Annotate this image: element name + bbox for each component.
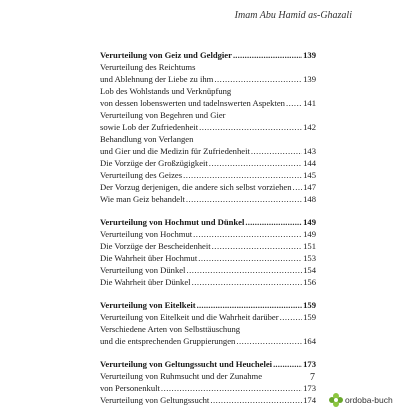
toc-leader-dots <box>293 181 303 193</box>
toc-page-number: 174 <box>303 395 316 405</box>
toc-leader-dots <box>212 240 302 252</box>
toc-entry <box>100 252 316 264</box>
toc-leader-dots <box>286 97 302 109</box>
toc-leader-dots <box>183 169 302 181</box>
toc-entry <box>100 193 316 205</box>
toc-entry <box>100 97 316 109</box>
toc-page-number: 148 <box>303 194 316 204</box>
page-number: 7 <box>310 372 315 383</box>
toc-entry <box>100 311 316 323</box>
toc-page-number: 147 <box>303 182 316 192</box>
toc-entry-title: Verurteilung des Geizes <box>100 170 183 180</box>
toc-entry-line: Verurteilung von Ruhmsucht und der Zunahme <box>100 371 263 381</box>
toc-leader-dots <box>233 49 302 61</box>
toc-page-number: 151 <box>303 241 316 251</box>
toc-section-heading <box>100 216 316 228</box>
toc-page-number: 156 <box>303 277 316 287</box>
toc-entry-title: Die Vorzüge der Bescheidenheit <box>100 241 211 251</box>
toc-section <box>100 299 316 347</box>
toc-page-number: 153 <box>303 253 316 263</box>
toc-page-number: 143 <box>303 146 316 156</box>
toc-leader-dots <box>245 216 302 228</box>
toc-page-number: 173 <box>303 383 316 393</box>
toc-section-heading <box>100 358 316 370</box>
toc-entry-line: Verschiedene Arten von Selbsttäuschung <box>100 324 241 334</box>
toc-section-heading <box>100 299 316 311</box>
toc-entry-title: von Personenkult <box>100 383 160 393</box>
toc-entry-title: Verurteilung von Hochmut und Dünkel <box>100 217 245 227</box>
toc-entry <box>100 335 316 347</box>
toc-leader-dots <box>273 358 302 370</box>
toc-leader-dots <box>209 157 302 169</box>
toc-entry <box>100 157 316 169</box>
toc-entry-title: Die Vorzüge der Großzügigkeit <box>100 158 208 168</box>
toc-entry-title: Verurteilung von Eitelkeit und die Wahrheit darüber <box>100 312 279 322</box>
toc-page-number: 142 <box>303 122 316 132</box>
toc-leader-dots <box>192 276 303 288</box>
toc-leader-dots <box>161 382 302 394</box>
toc-entry-title: Verurteilung von Eitelkeit <box>100 300 196 310</box>
toc-entry-title: und die entsprechenden Gruppierungen <box>100 336 236 346</box>
toc-entry-title: Verurteilung von Geiz und Geldgier <box>100 50 232 60</box>
toc-entry-title: Wie man Geiz behandelt <box>100 194 185 204</box>
toc-entry-line: Verurteilung von Begehren und Gier <box>100 110 226 120</box>
toc-entry <box>100 121 316 133</box>
toc-entry <box>100 181 316 193</box>
toc-leader-dots <box>214 73 302 85</box>
toc-entry-title: Verurteilung von Geltungssucht und Heuchelei <box>100 359 273 369</box>
toc-section <box>100 216 316 288</box>
running-head: Imam Abu Hamid as-Ghazali <box>234 10 352 21</box>
toc-leader-dots <box>210 394 302 406</box>
toc-section <box>100 49 316 205</box>
toc-leader-dots <box>186 193 302 205</box>
toc-entry <box>100 264 316 276</box>
toc-leader-dots <box>198 252 302 264</box>
toc-leader-dots <box>199 121 302 133</box>
toc-leader-dots <box>186 264 302 276</box>
toc-leader-dots <box>236 335 302 347</box>
toc-leader-dots <box>280 311 303 323</box>
toc-entry <box>100 169 316 181</box>
table-of-contents <box>100 49 316 417</box>
toc-entry-title: sowie Lob der Zufriedenheit <box>100 122 199 132</box>
toc-entry <box>100 276 316 288</box>
toc-entry-line: Verurteilung des Reichtums <box>100 62 196 72</box>
toc-page-number: 154 <box>303 265 316 275</box>
toc-entry-title: Verurteilung von Dünkel <box>100 265 186 275</box>
toc-entry <box>100 394 316 406</box>
toc-leader-dots <box>251 145 302 157</box>
toc-page-number: 173 <box>303 359 316 369</box>
toc-entry-title: und Ablehnung der Liebe zu ihm <box>100 74 214 84</box>
toc-page-number: 159 <box>303 300 316 310</box>
toc-leader-dots <box>197 299 302 311</box>
toc-page-number: 149 <box>303 229 316 239</box>
toc-leader-dots <box>193 228 302 240</box>
toc-page-number: 145 <box>303 170 316 180</box>
toc-page-number: 141 <box>303 98 316 108</box>
toc-page-number: 144 <box>303 158 316 168</box>
toc-page-number: 159 <box>303 312 316 322</box>
toc-page-number: 164 <box>303 336 316 346</box>
toc-entry-line: Lob des Wohlstands und Verknüpfung <box>100 86 232 96</box>
toc-entry-line: Behandlung von Verlangen <box>100 134 194 144</box>
toc-section <box>100 358 316 406</box>
toc-entry-title: von dessen lobenswerten und tadelnswerten Aspekten <box>100 98 285 108</box>
toc-entry-title: und Gier und die Medizin für Zufriedenheit <box>100 146 250 156</box>
toc-entry <box>100 228 316 240</box>
toc-entry <box>100 240 316 252</box>
toc-page-number: 149 <box>303 217 316 227</box>
toc-entry <box>100 382 316 394</box>
toc-section-heading <box>100 49 316 61</box>
toc-entry-title: Die Wahrheit über Dünkel <box>100 277 191 287</box>
toc-entry-title: Die Wahrheit über Hochmut <box>100 253 198 263</box>
toc-page-number: 139 <box>303 74 316 84</box>
cordoba-buch-logo <box>328 392 393 408</box>
toc-entry <box>100 145 316 157</box>
toc-entry-title: Verurteilung von Hochmut <box>100 229 193 239</box>
toc-entry-title: Verurteilung von Geltungssucht <box>100 395 210 405</box>
toc-entry-title: Der Vorzug derjenigen, die andere sich selbst vorziehen <box>100 182 292 192</box>
toc-entry <box>100 73 316 85</box>
flower-logo-icon <box>328 392 344 408</box>
toc-page-number: 139 <box>303 50 316 60</box>
logo-text: ordoba-buch <box>345 395 393 405</box>
